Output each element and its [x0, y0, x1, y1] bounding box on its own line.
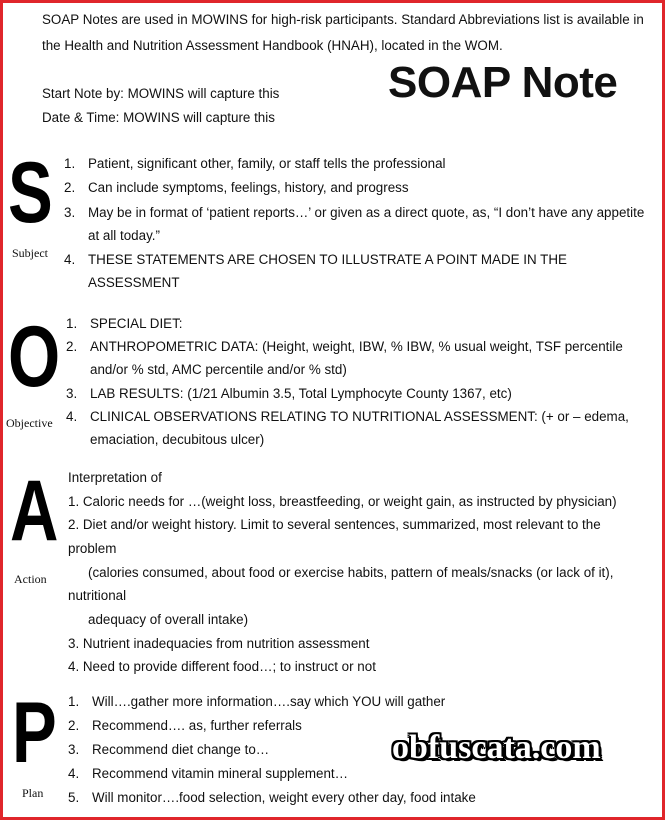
o-item-4-text: CLINICAL OBSERVATIONS RELATING TO NUTRITIONAL ASSESSMENT: (+ or – edema, — [90, 409, 629, 424]
label-plan: Plan — [22, 786, 44, 800]
o-item-4-text-cont: emaciation, decubitous ulcer) — [90, 432, 265, 447]
a-item-2-detail-end: adequacy of overall intake) — [88, 612, 249, 627]
p-item-1-num: 1. — [68, 694, 80, 709]
o-item-2-text-cont: and/or % std, AMC percentile and/or % std) — [90, 362, 347, 377]
p-item-2-text: Recommend…. as, further referrals — [92, 718, 302, 733]
s-item-1-num: 1. — [64, 156, 76, 171]
date-time-text: Date & Time: MOWINS will capture this — [42, 110, 275, 125]
a-item-3-text: 3. Nutrient inadequacies from nutrition assessment — [68, 636, 370, 651]
a-item-1-text: 1. Caloric needs for …(weight loss, breastfeeding, or weight gain, as instructed by physician) — [68, 494, 617, 509]
o-item-2-text: ANTHROPOMETRIC DATA: (Height, weight, IBW, % IBW, % usual weight, TSF percentile — [90, 339, 623, 354]
s-item-4-text-cont: ASSESSMENT — [88, 275, 180, 290]
a-item-2-detail: (calories consumed, about food or exercise habits, pattern of meals/snacks (or lack of it), — [88, 565, 614, 580]
label-action: Action — [14, 572, 47, 586]
p-item-1-text: Will….gather more information….say which YOU will gather — [92, 694, 446, 709]
p-item-2-num: 2. — [68, 718, 80, 733]
s-item-4-num: 4. — [64, 252, 76, 267]
s-item-3-text: May be in format of ‘patient reports…’ or given as a direct quote, as, “I don’t have any appetite — [88, 205, 645, 220]
a-item-4-text: 4. Need to provide different food…; to instruct or not — [68, 659, 376, 674]
page-title: SOAP Note — [388, 58, 618, 107]
o-item-1-text: SPECIAL DIET: — [90, 316, 183, 331]
s-item-4-text: THESE STATEMENTS ARE CHOSEN TO ILLUSTRATE A POINT MADE IN THE — [88, 252, 567, 267]
letter-a: A — [10, 463, 59, 559]
o-item-2-num: 2. — [66, 339, 78, 354]
a-item-2-text-cont: problem — [68, 541, 117, 556]
p-item-4-text: Recommend vitamin mineral supplement… — [92, 766, 349, 781]
o-item-3-text: LAB RESULTS: (1/21 Albumin 3.5, Total Lymphocyte County 1367, etc) — [90, 386, 512, 401]
s-item-3-num: 3. — [64, 205, 76, 220]
s-item-3-text-cont: at all today.” — [88, 228, 160, 243]
a-item-2-detail-cont: nutritional — [68, 588, 127, 603]
p-item-5-text: Will monitor….food selection, weight every other day, food intake — [92, 790, 476, 805]
intro-line-2: the Health and Nutrition Assessment Handbook (HNAH), located in the WOM. — [42, 38, 503, 53]
start-note-text: Start Note by: MOWINS will capture this — [42, 86, 280, 101]
p-item-5-num: 5. — [68, 790, 80, 805]
label-objective: Objective — [6, 416, 53, 430]
a-heading: Interpretation of — [68, 470, 162, 485]
intro-line-1: SOAP Notes are used in MOWINS for high-risk participants. Standard Abbreviations list is available in — [42, 12, 644, 27]
o-item-4-num: 4. — [66, 409, 78, 424]
s-item-1-text: Patient, significant other, family, or staff tells the professional — [88, 156, 446, 171]
letter-s: S — [8, 145, 53, 241]
s-item-2-num: 2. — [64, 180, 76, 195]
label-subject: Subject — [12, 246, 48, 260]
o-item-3-num: 3. — [66, 386, 78, 401]
letter-p: P — [12, 685, 57, 781]
s-item-2-text: Can include symptoms, feelings, history, and progress — [88, 180, 409, 195]
watermark-text: obfuscata.com — [392, 729, 601, 766]
p-item-4-num: 4. — [68, 766, 80, 781]
o-item-1-num: 1. — [66, 316, 78, 331]
p-item-3-text: Recommend diet change to… — [92, 742, 270, 757]
p-item-3-num: 3. — [68, 742, 80, 757]
a-item-2-text: 2. Diet and/or weight history. Limit to several sentences, summarized, most relevant to the — [68, 517, 601, 532]
letter-o: O — [8, 309, 61, 405]
